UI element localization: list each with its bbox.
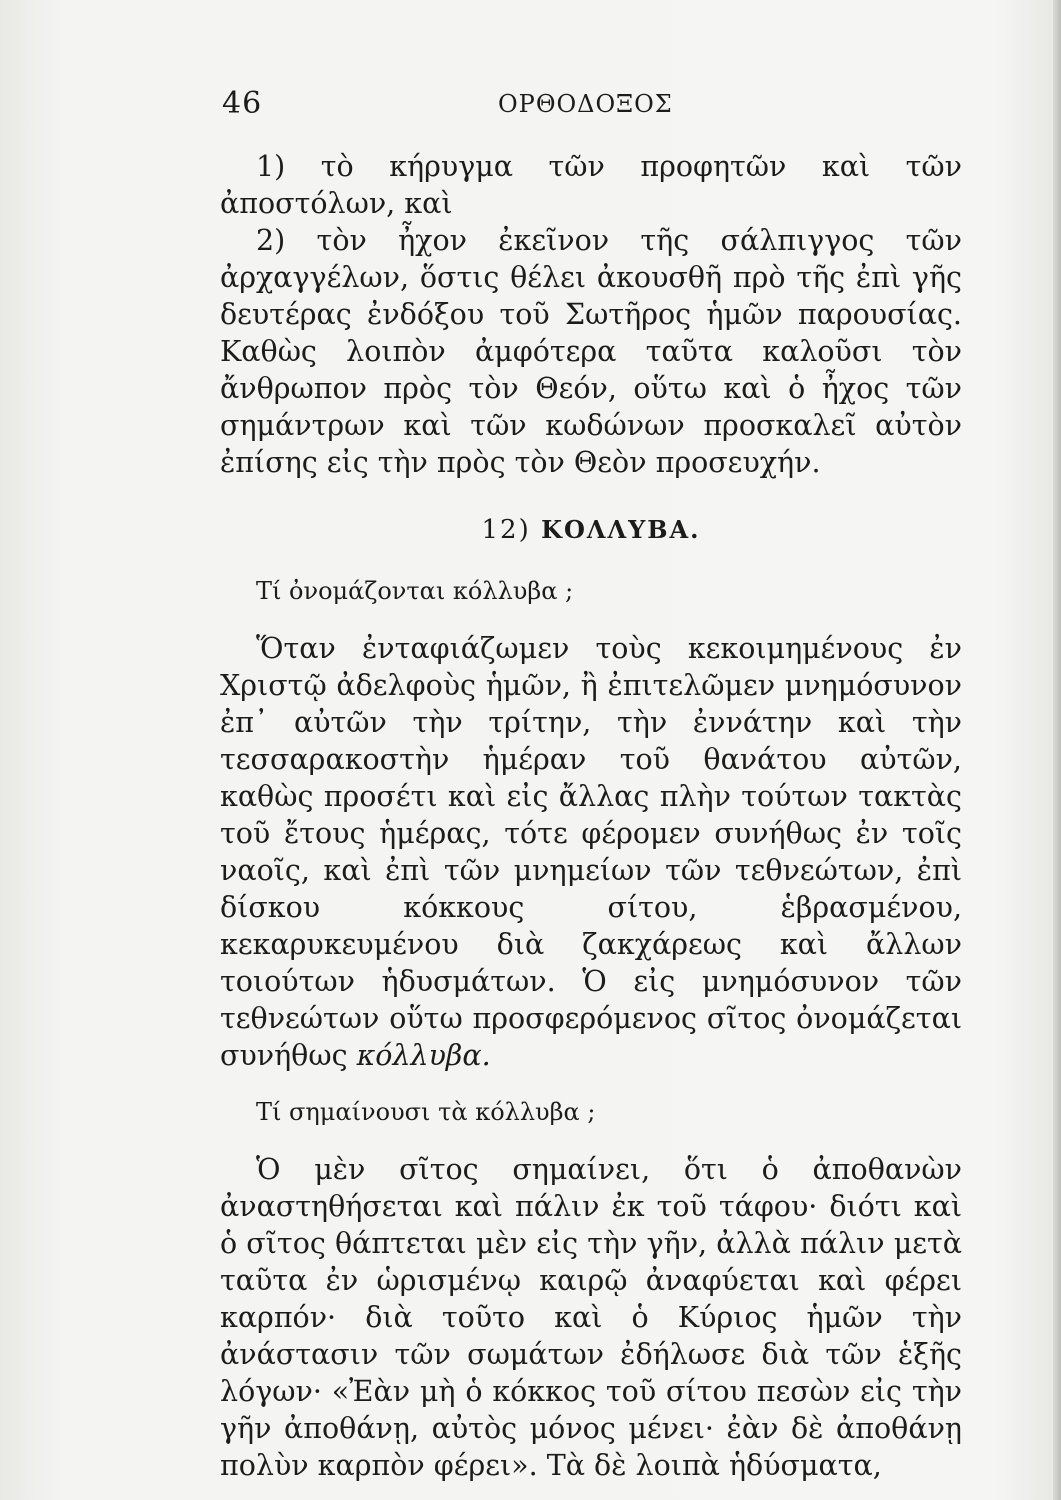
running-head: ΟΡΘΟΔΟΞΟΣ: [498, 90, 673, 118]
page-number: 46: [222, 86, 263, 121]
page-edge: [1053, 0, 1061, 1500]
section-title: ΚΟΛΛΥΒΑ.: [541, 515, 701, 544]
section-heading: [220, 511, 962, 549]
paragraph-item-2: 2) τὸν ἦχον ἐκεῖνον τῆς σάλπιγγος τῶν ἀρχαγγέλων, ὅστις θέλει ἀκουσθῆ πρὸ τῆς ἐπὶ γῆς δευτέρας ἐνδόξου τοῦ Σωτῆρος ἡμῶν παρουσίας. Καθὼς λοιπὸν ἀμφότερα ταῦτα καλοῦσι τὸν ἄνθρωπον πρὸς τὸν Θεόν, οὕτω καὶ ὁ ἦχος τῶν σημάντρων καὶ τῶν κωδώνων προσκαλεῖ αὐτὸν ἐπίσης εἰς τὴν πρὸς τὸν Θεὸν προσευχήν.: [220, 224, 962, 479]
paragraph-item-1: 1) τὸ κήρυγμα τῶν προφητῶν καὶ τῶν ἀποστόλων, καὶ: [220, 150, 962, 220]
page-header: [220, 86, 962, 126]
answer-1-text: Ὅταν ἐνταφιάζωμεν τοὺς κεκοιμημένους ἐν Χριστῷ ἀδελφοὺς ἡμῶν, ἢ ἐπιτελῶμεν μνημόσυνον ἐπ᾽ αὐτῶν τὴν τρίτην, τὴν ἐννάτην καὶ τὴν τεσσαρακοστὴν ἡμέραν τοῦ θανάτου αὐτῶν, καθὼς προσέτι καὶ εἰς ἄλλας πλὴν τούτων τακτὰς τοῦ ἔτους ἡμέρας, τότε φέρομεν συνήθως ἐν τοῖς ναοῖς, καὶ ἐπὶ τῶν μνημείων τῶν τεθνεώτων, ἐπὶ δίσκου κόκκους σίτου, ἑβρασμένου, κεκαρυκευμένου διὰ ζακχάρεως καὶ ἄλλων τοιούτων ἡδυσμάτων. Ὁ εἰς μνημόσυνον τῶν τεθνεώτων οὕτω προσφερόμενος σῖτος ὀνομάζεται συνήθως: [220, 632, 962, 1072]
answer-2: Ὁ μὲν σῖτος σημαίνει, ὅτι ὁ ἀποθανὼν ἀναστηθήσεται καὶ πάλιν ἐκ τοῦ τάφου· διότι καὶ ὁ σῖτος θάπτεται μὲν εἰς τὴν γῆν, ἀλλὰ πάλιν μετὰ ταῦτα ἐν ὡρισμένῳ καιρῷ ἀναφύεται καὶ φέρει καρπόν· διὰ τοῦτο καὶ ὁ Κύριος ἡμῶν τὴν ἀνάστασιν τῶν σωμάτων ἐδήλωσε διὰ τῶν ἑξῆς λόγων· «Ἐὰν μὴ ὁ κόκκος τοῦ σίτου πεσὼν εἰς τὴν γῆν ἀποθάνῃ, αὐτὸς μόνος μένει· ἐὰν δὲ ἀποθάνῃ πολὺν καρπὸν φέρει». Τὰ δὲ λοιπὰ ἡδύσματα,: [220, 1153, 962, 1482]
page-body: [220, 148, 962, 1484]
question-1: Τί ὀνομάζονται κόλλυβα ;: [256, 577, 574, 605]
answer-1-term: κόλλυβα.: [356, 1039, 491, 1072]
answer-1: [220, 630, 962, 1074]
question-2: Τί σημαίνουσι τὰ κόλλυβα ;: [256, 1098, 596, 1126]
section-number: 12): [481, 515, 531, 545]
